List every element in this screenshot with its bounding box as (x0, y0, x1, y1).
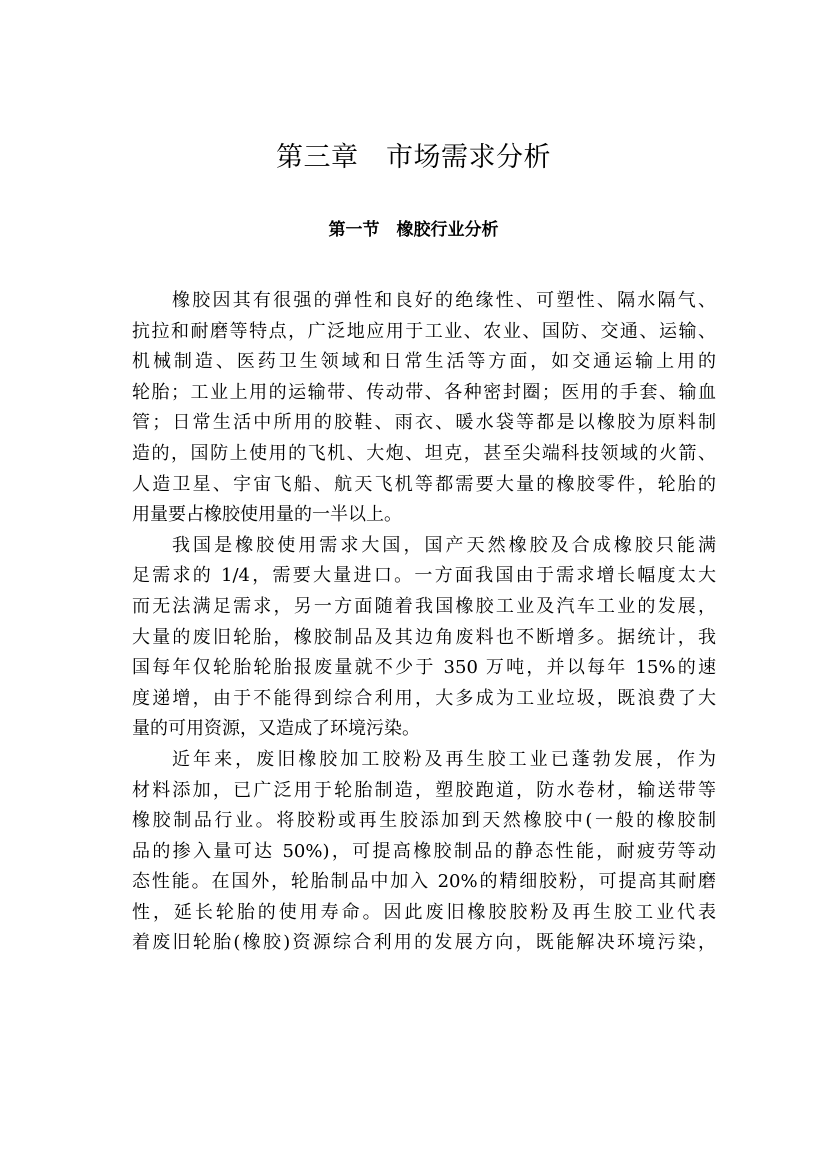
text-line: 性，延长轮胎的使用寿命。因此废旧橡胶胶粉及再生胶工业代表 (132, 901, 716, 923)
text-line: 造的，国防上使用的飞机、大炮、坦克，甚至尖端科技领域的火箭、 (132, 442, 716, 464)
text-line: 而无法满足需求，另一方面随着我国橡胶工业及汽车工业的发展， (132, 595, 716, 617)
text-line: 度递增，由于不能得到综合利用，大多成为工业垃圾，既浪费了大 (132, 687, 716, 709)
section-title: 第一节 橡胶行业分析 (328, 220, 499, 240)
text-line: 品的掺入量可达 50%)，可提高橡胶制品的静态性能，耐疲劳等动 (132, 840, 716, 862)
text-line: 橡胶制品行业。将胶粉或再生胶添加到天然橡胶中(一般的橡胶制 (132, 810, 716, 832)
text-line: 国每年仅轮胎轮胎报废量就不少于 350 万吨，并以每年 15%的速 (132, 657, 716, 679)
body-text (132, 286, 716, 959)
text-line: 用量要占橡胶使用量的一半以上。 (132, 504, 402, 526)
paragraph (132, 745, 716, 959)
text-line: 大量的废旧轮胎，橡胶制品及其边角废料也不断增多。据统计，我 (132, 626, 716, 648)
text-line: 我国是橡胶使用需求大国，国产天然橡胶及合成橡胶只能满 (172, 534, 716, 556)
paragraph (132, 531, 716, 745)
text-line: 材料添加，已广泛用于轮胎制造，塑胶跑道，防水卷材，输送带等 (132, 779, 716, 801)
text-line: 人造卫星、宇宙飞船、航天飞机等都需要大量的橡胶零件，轮胎的 (132, 473, 716, 495)
text-line: 着废旧轮胎(橡胶)资源综合利用的发展方向，既能解决环境污染， (132, 932, 716, 954)
text-line: 管；日常生活中所用的胶鞋、雨衣、暖水袋等都是以橡胶为原料制 (132, 412, 716, 434)
paragraph (132, 286, 716, 531)
text-line: 近年来，废旧橡胶加工胶粉及再生胶工业已蓬勃发展，作为 (172, 748, 716, 770)
text-line: 抗拉和耐磨等特点，广泛地应用于工业、农业、国防、交通、运输、 (132, 320, 716, 342)
text-line: 量的可用资源，又造成了环境污染。 (132, 718, 420, 740)
chapter-title: 第三章 市场需求分析 (276, 142, 551, 173)
text-line: 轮胎；工业上用的运输带、传动带、各种密封圈；医用的手套、输血 (132, 381, 716, 403)
text-line: 足需求的 1/4，需要大量进口。一方面我国由于需求增长幅度太大 (132, 565, 716, 587)
text-line: 机械制造、医药卫生领域和日常生活等方面，如交通运输上用的 (132, 351, 716, 373)
text-line: 态性能。在国外，轮胎制品中加入 20%的精细胶粉，可提高其耐磨 (132, 871, 716, 893)
text-line: 橡胶因其有很强的弹性和良好的绝缘性、可塑性、隔水隔气、 (172, 290, 716, 311)
